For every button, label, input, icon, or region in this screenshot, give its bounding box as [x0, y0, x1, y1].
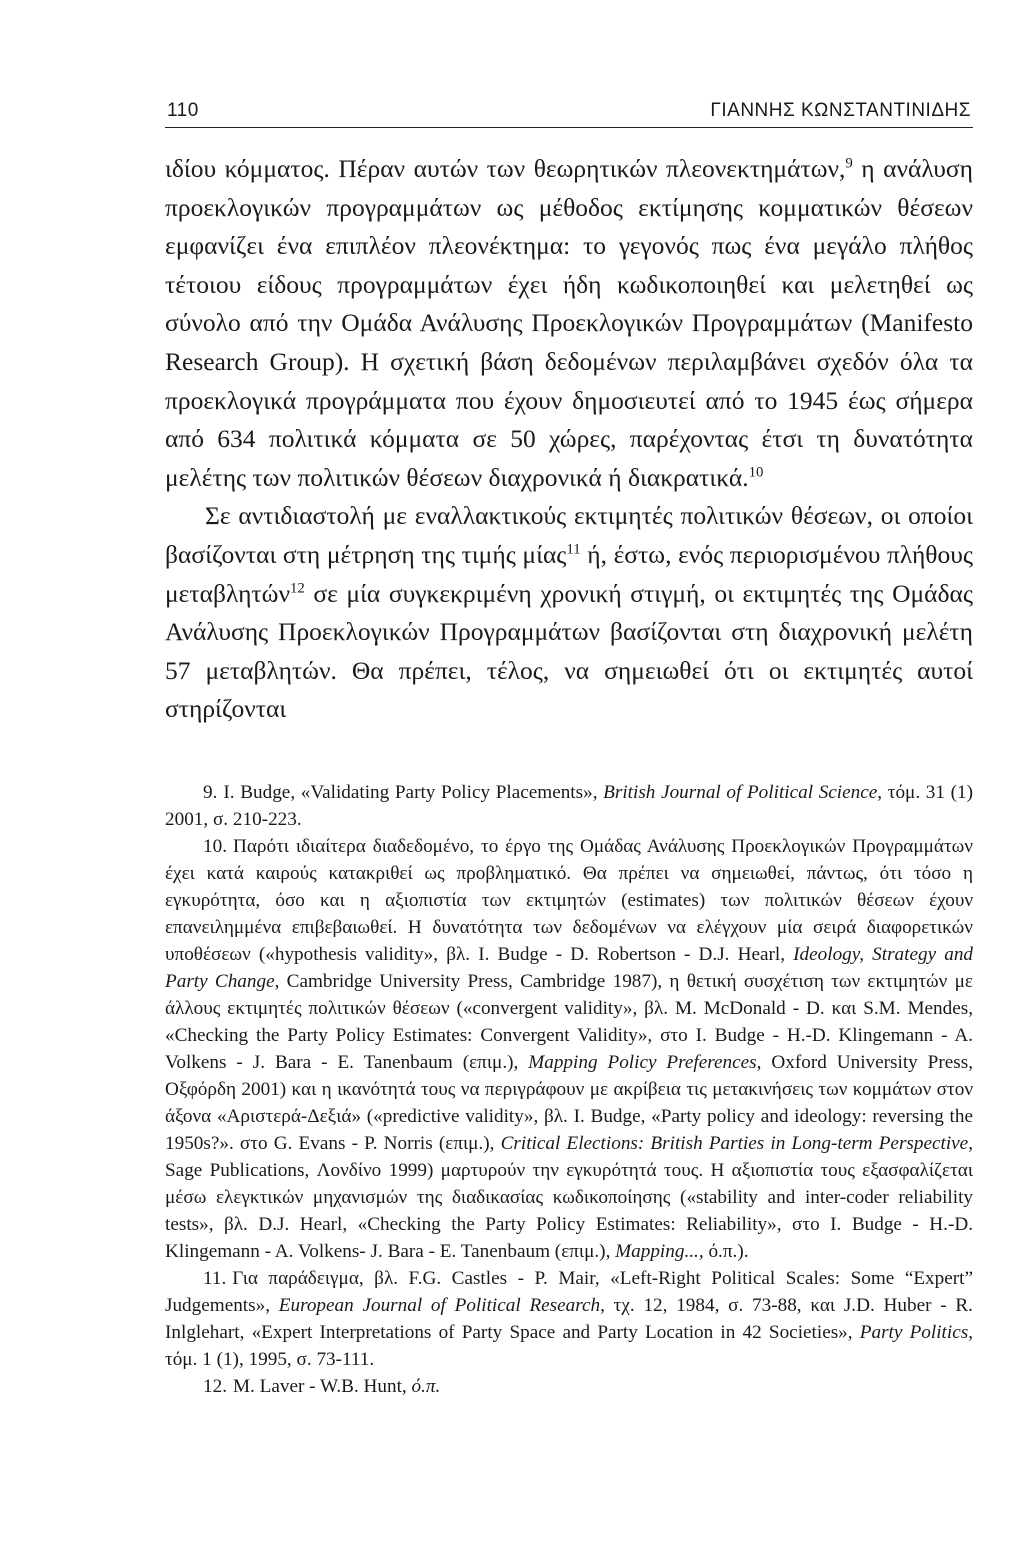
footnote-ref-12[interactable]: 12 [290, 580, 305, 597]
page-number: 110 [167, 100, 199, 121]
footnote-number: 12. [203, 1375, 227, 1397]
footnote-ref-9[interactable]: 9 [845, 155, 853, 172]
running-header [165, 100, 973, 128]
footnote-12: 12. M. Laver - W.B. Hunt, ό.π. [203, 1375, 441, 1397]
footnote-10: 10. Παρότι ιδιαίτερα διαδεδομένο, το έργο της Ομάδας Ανάλυσης Προεκλογικών Προγραμμάτων έχει κατά καιρούς κατακριθεί ως προβληματικό. Θα πρέπει να σημειωθεί, πάντως, ότι τόσο η εγκυρότητα, όσο και η αξιοπιστία των εκτιμητών (estimates) των πολιτικών θέσεων έχουν επανειλημμένα επιβεβαιωθεί. Η δυνατότητα των δεδομένων να ελέγχουν μία σειρά διαφορετικών υποθέσεων («hypothesis validity», βλ. I. Budge - D. Robertson - D.J. Hearl, Ideology, Strategy and Party Change, Cambridge University Press, Cambridge 1987), η θετική συσχέτιση των εκτιμητών με άλλους εκτιμητές πολιτικών θέσεων («convergent validity», βλ. M. McDonald - D. και S.M. Mendes, «Checking the Party Policy Estimates: Convergent Validity», στο I. Budge - H.-D. Klingemann - A. Volkens - J. Bara - E. Tanenbaum (επιμ.), Mapping Policy Preferences, Oxford University Press, Οξφόρδη 2001) και η ικανότητά τους να περιγράφουν με ακρίβεια τις μετακινήσεις των κομμάτων στον άξονα «Αριστερά-Δεξιά» («predictive validity», βλ. I. Budge, «Party policy and ideology: reversing the 1950s?». στο G. Evans - P. Norris (επιμ.), Critical Elections: British Parties in Long-term Perspective, Sage Publications, Λονδίνο 1999) μαρτυρούν την εγκυρότητά τους. Η αξιοπιστία τους εξασφαλίζεται μέσω ελεγκτικών μηχανισμών της διαδικασίας κωδικοποίησης («stability and inter-coder reliability tests», βλ. D.J. Hearl, «Checking the Party Policy Estimates: Reliability», στο I. Budge - H.-D. Klingemann - A. Volkens- J. Bara - E. Tanenbaum (επιμ.), Mapping..., ό.π.). [165, 835, 974, 1262]
paragraph-2: Σε αντιδιαστολή με εναλλακτικούς εκτιμητές πολιτικών θέσεων, οι οποίοι βασίζονται στη μέτρηση της τιμής μίας$^{11}$ ή, έστω, ενός περιορισμένου πλήθους μεταβλητών$^{12}$ σε μία συγκεκριμένη χρονική στιγμή, οι εκτιμητές της Ομάδας Ανάλυσης Προεκλογικών Προγραμμάτων βασίζονται στη διαχρονική μελέτη 57 μεταβλητών. Θα πρέπει, τέλος, να σημειωθεί ότι οι εκτιμητές αυτοί στηρίζονται [165, 501, 973, 724]
footnotes [165, 779, 973, 1400]
footnote-number: 10. [203, 835, 227, 857]
footnote-number: 11. [203, 1267, 227, 1289]
footnote-ref-10[interactable]: 10 [748, 464, 764, 481]
footnote-ref-11[interactable]: 11 [566, 541, 581, 558]
footnote-11: 11. Για παράδειγμα, βλ. F.G. Castles - P. Mair, «Left-Right Political Scales: Some “Expert” Judgements», European Journal of Political Research, τχ. 12, 1984, σ. 73-88, και J.D. Huber - R. Inlglehart, «Expert Interpretations of Party Space and Party Location in 42 Societies», Party Politics, τόμ. 1 (1), 1995, σ. 73-111. [165, 1267, 974, 1370]
footnote-number: 9. [203, 781, 218, 803]
paragraph-1: ιδίου κόμματος. Πέραν αυτών των θεωρητικών πλεονεκτημάτων,$^9$ η ανάλυση προεκλογικών προγραμμάτων ως μέθοδος εκτίμησης κομματικών θέσεων εμφανίζει ένα επιπλέον πλεονέκτημα: το γεγονός πως ένα μεγάλο πλήθος τέτοιου είδους προγραμμάτων έχει ήδη κωδικοποιηθεί και μελετηθεί ως σύνολο από την Ομάδα Ανάλυσης Προεκλογικών Προγραμμάτων (Manifesto Research Group). Η σχετική βάση δεδομένων περιλαμβάνει σχεδόν όλα τα προεκλογικά προγράμματα που έχουν δημοσιευτεί από το 1945 έως σήμερα από 634 πολιτικά κόμματα σε 50 χώρες, παρέχοντας έτσι τη δυνατότητα μελέτης των πολιτικών θέσεων διαχρονικά ή διακρατικά.$^{10}$ [165, 154, 973, 492]
author-name: ΓΙΑΝΝΗΣ ΚΩΝΣΤΑΝΤΙΝΙΔΗΣ [710, 100, 971, 121]
main-text [165, 150, 973, 729]
book-page [165, 100, 973, 1400]
footnote-9: 9. I. Budge, «Validating Party Policy Placements», British Journal of Political Science, τόμ. 31 (1) 2001, σ. 210-223. [165, 781, 973, 830]
